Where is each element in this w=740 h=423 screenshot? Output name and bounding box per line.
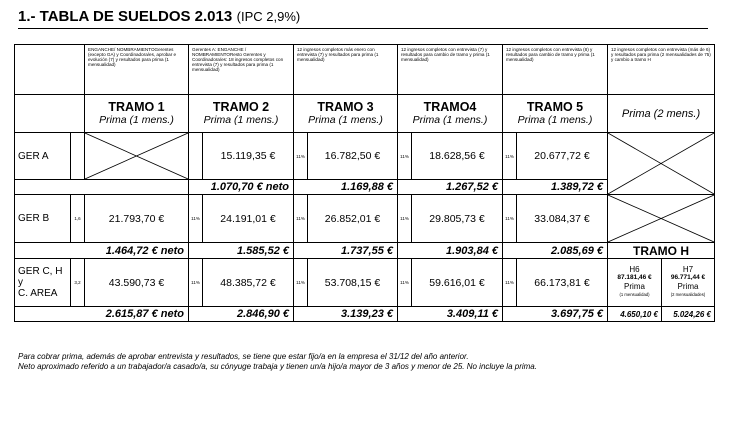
gerc-net-row: [15, 307, 715, 322]
gera-net-tramo-4: 1.267,52 €: [398, 180, 503, 195]
tramo-3-header: [294, 95, 398, 133]
gerc-pct: 11%: [189, 259, 203, 307]
description-row: [15, 45, 715, 95]
gerb-row: [15, 195, 715, 243]
description-tramo-h: 12 ingresos completos con entrevista (más de 6) y resultados para prima (2 mensualidades de 75) y cambio a tramo H: [608, 45, 715, 95]
h7-sub: (2 mensualidades): [670, 292, 706, 297]
gerb-label: GER B: [15, 195, 71, 243]
gerb-coef: 1,6: [71, 195, 85, 243]
crossed-out-cell: [608, 195, 715, 243]
tramo-name: TRAMO 5: [526, 100, 584, 114]
gera-net-tramo-2: 1.070,70 € neto: [189, 180, 294, 195]
gerb-net-tramo-4: 1.903,84 €: [398, 243, 503, 259]
tramo-sub: Prima (1 mens.): [99, 114, 174, 126]
gera-row: [15, 133, 715, 180]
gerc-net-h6: 4.650,10 €: [608, 307, 662, 322]
gerc-value-tramo-5: 66.173,81 €: [517, 259, 608, 307]
h6-prima: Prima: [624, 281, 645, 291]
gerc-net-h7: 5.024,26 €: [662, 307, 715, 322]
gerc-coef: 3,2: [71, 259, 85, 307]
description-tramo-2: Gerentes A: ENGANCHE / NOMBRAMIENTOResto Gerentes y Coordinadora/es: 18 ingresos completos con entrevista (7) y resultados para prima (1 mensualidad): [189, 45, 294, 95]
gerb-value-tramo-5: 33.084,37 €: [517, 195, 608, 243]
empty-cell: [71, 133, 85, 180]
tramo-name: TRAMO 2: [212, 100, 270, 114]
gerb-value-tramo-4: 29.805,73 €: [412, 195, 503, 243]
tramo-name: TRAMO 3: [317, 100, 374, 114]
gerc-value-tramo-4: 59.616,01 €: [412, 259, 503, 307]
gerc-pct: 11%: [294, 259, 308, 307]
gera-value-tramo-5: 20.677,72 €: [517, 133, 608, 180]
gerc-row: [15, 259, 715, 307]
cross-icon: [608, 133, 714, 194]
gerc-value-tramo-2: 48.385,72 €: [203, 259, 294, 307]
crossed-out-cell: [85, 133, 189, 180]
description-tramo-1: ENGANCHE/ NOMBRAMIENTOGerentes (excepto GA) y Coordinadora/es, aprobar e evolución (7) y resultados para prima (1 mensualidad): [85, 45, 189, 95]
gerb-net-row: [15, 243, 715, 259]
tramo-name: TRAMO 1: [108, 100, 165, 114]
tramo-4-header: [398, 95, 503, 133]
tramo-h-header: TRAMO H: [608, 243, 715, 259]
gerb-value-tramo-2: 24.191,01 €: [203, 195, 294, 243]
tramo-header-row: [15, 95, 715, 133]
tramo-name: TRAMO4: [423, 100, 477, 114]
gera-net-tramo-3: 1.169,88 €: [294, 180, 398, 195]
gera-value-tramo-4: 18.628,56 €: [412, 133, 503, 180]
description-tramo-5: 12 ingresos completos con entrevista (8) y resultados para cambio de tramo y prima (1 mensualidad): [503, 45, 608, 95]
h7-cell: [662, 259, 715, 307]
h6-name: H6: [629, 264, 640, 274]
ipc-text: (IPC 2,9%): [236, 9, 301, 24]
h6-value: 87.181,46 €: [617, 274, 652, 281]
gerc-pct: 11%: [398, 259, 412, 307]
page-title: [18, 8, 708, 29]
gera-label: GER A: [15, 133, 71, 180]
gerc-net-tramo-2: 2.846,90 €: [189, 307, 294, 322]
footnotes: [18, 352, 537, 372]
tramo-sub: Prima (1 mens.): [308, 114, 383, 126]
gerb-value-tramo-3: 26.852,01 €: [308, 195, 398, 243]
gera-value-tramo-2: 15.119,35 €: [203, 133, 294, 180]
gera-net-tramo-5: 1.389,72 €: [503, 180, 608, 195]
gerc-label: [15, 259, 71, 307]
h7-prima: Prima: [677, 281, 699, 291]
gerc-label-line: C. AREA: [18, 288, 58, 299]
gerc-value-tramo-3: 53.708,15 €: [308, 259, 398, 307]
gera-pct: 11%: [503, 133, 517, 180]
tramo-5-header: [503, 95, 608, 133]
gerb-pct: 11%: [503, 195, 517, 243]
gerc-net-tramo-3: 3.139,23 €: [294, 307, 398, 322]
gera-value-tramo-3: 16.782,50 €: [308, 133, 398, 180]
title-text: 1.- TABLA DE SUELDOS 2.013: [18, 8, 233, 25]
gerb-pct: 11%: [189, 195, 203, 243]
cross-icon: [608, 195, 714, 242]
footnote: Para cobrar prima, además de aprobar entrevista y resultados, se tiene que estar fijo/a en la empresa el 31/12 del año anterior.: [18, 352, 469, 361]
footnote: Neto aproximado referido a un trabajador/a casado/a, su cónyuge trabaja y tienen un/a hijo/a mayor de 3 años y menor de 25. No incluye la prima.: [18, 362, 537, 371]
tramo-sub: Prima (1 mens.): [203, 114, 279, 126]
description-tramo-3: 12 ingresos completos más enero con entrevista (7) y resultados para prima (1 mensualidad): [294, 45, 398, 95]
empty-cell: [15, 180, 189, 195]
tramo-sub: Prima (1 mens.): [517, 114, 593, 126]
gerc-net-tramo-1: 2.615,87 € neto: [15, 307, 189, 322]
cross-icon: [85, 133, 188, 179]
h6-cell: [608, 259, 662, 307]
empty-cell: [15, 95, 85, 133]
empty-cell: [189, 133, 203, 180]
gerb-net-tramo-5: 2.085,69 €: [503, 243, 608, 259]
gerc-net-tramo-4: 3.409,11 €: [398, 307, 503, 322]
gerc-value-tramo-1: 43.590,73 €: [85, 259, 189, 307]
gerb-net-tramo-2: 1.585,52 €: [189, 243, 294, 259]
tramo-sub: Prima (1 mens.): [412, 114, 488, 126]
gerc-label-line: GER C, H: [18, 266, 63, 277]
gerb-net-tramo-3: 1.737,55 €: [294, 243, 398, 259]
gera-pct: 11%: [294, 133, 308, 180]
gerc-net-tramo-5: 3.697,75 €: [503, 307, 608, 322]
salary-table: [14, 44, 715, 322]
gera-pct: 11%: [398, 133, 412, 180]
gerb-pct: 11%: [398, 195, 412, 243]
h6-sub: (1 mensualidad): [619, 292, 650, 297]
crossed-out-cell: [608, 133, 715, 195]
gerb-pct: 11%: [294, 195, 308, 243]
gerc-label-line: y: [18, 277, 23, 288]
h7-value: 96.771,44 €: [670, 274, 706, 281]
gerc-pct: 11%: [503, 259, 517, 307]
gerb-value-tramo-1: 21.793,70 €: [85, 195, 189, 243]
h7-name: H7: [682, 264, 694, 274]
description-tramo-4: 12 ingresos completos con entrevista (7) y resultados para cambio de tramo y prima (1 mensualidad): [398, 45, 503, 95]
gerb-net-tramo-1: 1.464,72 € neto: [15, 243, 189, 259]
empty-cell: [15, 45, 85, 95]
tramo-2-header: [189, 95, 294, 133]
prima-2-header: Prima (2 mens.): [608, 95, 715, 133]
tramo-1-header: [85, 95, 189, 133]
